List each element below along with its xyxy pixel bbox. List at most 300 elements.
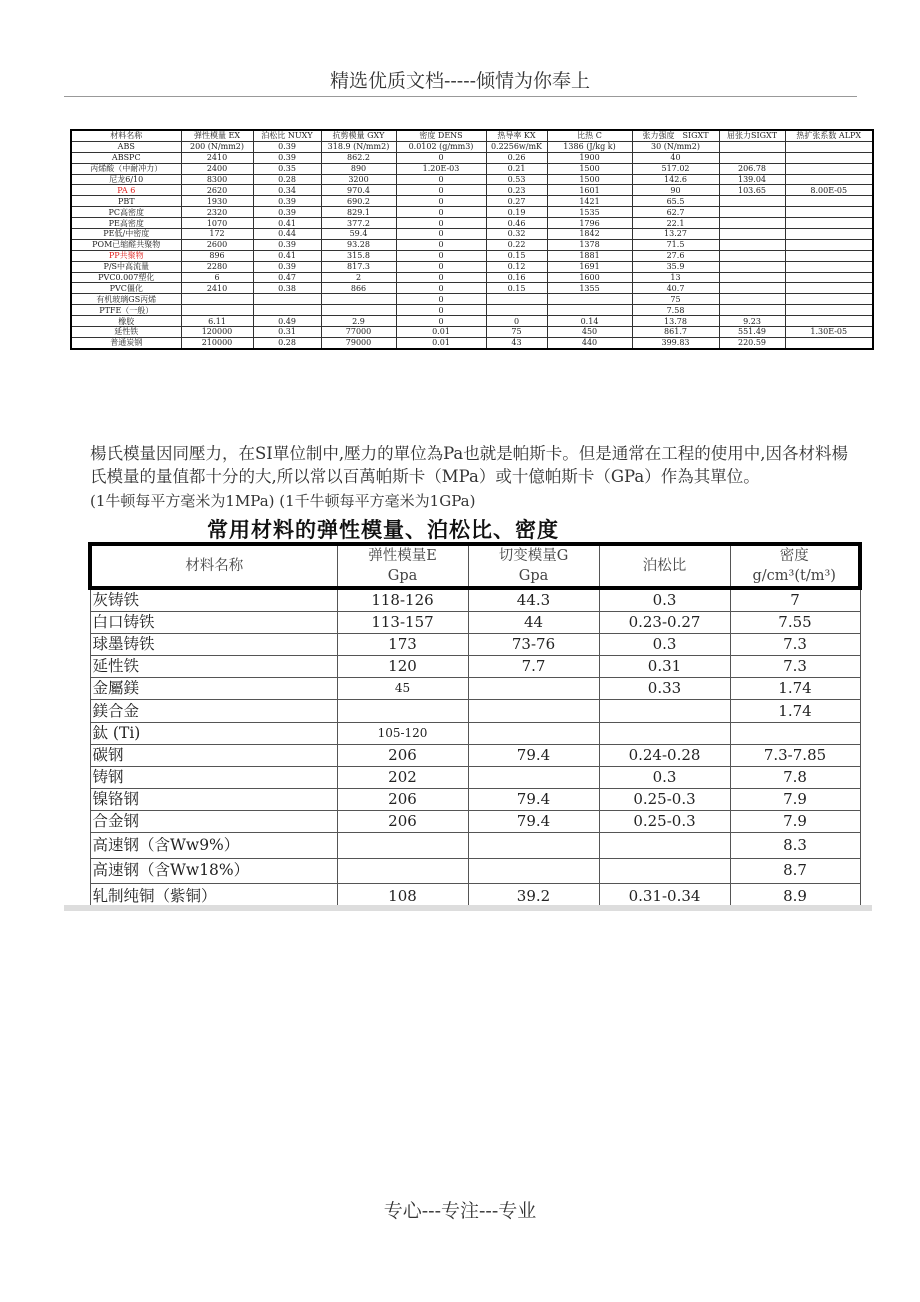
table1-cell: 0.21 [486,163,547,174]
table2-row [90,788,860,810]
table2-value-cell [599,833,730,859]
material-name-cell: 白口铸铁 [90,612,337,634]
table1-cell: PP共聚物 [71,250,181,261]
table1-cell: 817.3 [321,261,396,272]
table1-cell: 9.23 [719,316,785,327]
table1-cell: 0.39 [253,152,321,163]
table1-cell [253,305,321,316]
table1-cell: 200 (N/mm2) [181,141,253,152]
page-header: 精选优质文档-----倾情为你奉上 [329,70,591,92]
material-name-cell: 鎂合金 [90,700,337,722]
table2-value-cell: 8.3 [730,833,860,859]
table1-cell: 0 [396,261,486,272]
material-name-cell: 轧制纯铜（紫铜） [90,884,337,910]
table1-cell: 450 [547,327,632,338]
table2-row [90,833,860,859]
table2-value-cell [599,722,730,744]
table1-row [71,196,873,207]
table1-cell [785,261,873,272]
table1-cell: 1421 [547,196,632,207]
table1-cell: 862.2 [321,152,396,163]
table1-row [71,229,873,240]
table1-cell: 210000 [181,337,253,348]
table1-header-row [71,130,873,141]
table1-cell: 75 [486,327,547,338]
table1-cell: 59.4 [321,229,396,240]
table1-cell: 0.01 [396,327,486,338]
table1-cell: 896 [181,250,253,261]
table1-cell [486,294,547,305]
table2-value-cell [468,700,599,722]
table2-value-cell: 7.3-7.85 [730,744,860,766]
table1-cell [181,305,253,316]
header-rule [64,96,857,97]
table1-cell [719,207,785,218]
header-material-name: 材料名称 [90,544,337,588]
table1-row [71,250,873,261]
table2-value-cell: 44 [468,612,599,634]
table2-value-cell: 120 [337,656,468,678]
table2-value-cell: 79.4 [468,810,599,832]
table1-cell: 142.6 [632,174,719,185]
table2-value-cell: 79.4 [468,744,599,766]
table1-cell: 0 [396,207,486,218]
table1-cell: 0.26 [486,152,547,163]
table1-cell: 2620 [181,185,253,196]
youngs-modulus-paragraph: 楊氏模量因同壓力，在SI單位制中,壓力的單位為Pa也就是帕斯卡。但是通常在工程的使用中,因各材料楊氏模量的量值都十分的大,所以常以百萬帕斯卡（MPa）或十億帕斯卡（GPa）作為其單位。 [90,444,849,486]
table1-cell: 1881 [547,250,632,261]
table1-cell: 0.39 [253,207,321,218]
table1-cell: 0.15 [486,283,547,294]
table1-cell: 2410 [181,152,253,163]
table2-value-cell: 0.31 [599,656,730,678]
table1-cell [719,305,785,316]
table2-value-cell: 73-76 [468,634,599,656]
table1-cell: 7.58 [632,305,719,316]
material-name-cell: 延性铁 [90,656,337,678]
table1-cell [785,152,873,163]
table2-value-cell [468,678,599,700]
table2-value-cell: 79.4 [468,788,599,810]
table1-cell: 延性铁 [71,327,181,338]
table1-cell: 13.78 [632,316,719,327]
material-name-cell: 铸钢 [90,766,337,788]
table1-cell [785,229,873,240]
table1-row [71,272,873,283]
table1-cell: 517.02 [632,163,719,174]
table1-units-row [71,141,873,152]
table1-cell [785,174,873,185]
table1-cell: 0.39 [253,141,321,152]
table1-cell: 0.34 [253,185,321,196]
table1-cell: 0.46 [486,218,547,229]
table2-value-cell: 0.25-0.3 [599,788,730,810]
table2-value-cell: 1.74 [730,700,860,722]
material-name-cell: 灰铸铁 [90,588,337,612]
table1-cell: PTFE（一般） [71,305,181,316]
table1-cell [547,305,632,316]
table1-cell: 0.38 [253,283,321,294]
table1-cell: ABS [71,141,181,152]
table1-cell: 71.5 [632,239,719,250]
table2-value-cell: 1.74 [730,678,860,700]
material-name-cell: 合金钢 [90,810,337,832]
table2-row [90,588,860,612]
table1-cell: 172 [181,229,253,240]
table1-cell: 弹性模量 EX [181,130,253,141]
table1-row [71,152,873,163]
table1-cell [719,261,785,272]
table1-cell: 0 [396,196,486,207]
table1-cell: ABSPC [71,152,181,163]
table1-cell: 1600 [547,272,632,283]
table2-value-cell: 108 [337,884,468,910]
table1-row [71,174,873,185]
table1-cell [785,294,873,305]
table1-cell [785,196,873,207]
table1-cell: 泊松比 NUXY [253,130,321,141]
table1-cell: 0.01 [396,337,486,348]
table2-value-cell [468,858,599,884]
table1-cell: 屈张力SIGXT [719,130,785,141]
material-properties-table [70,129,874,350]
table1-cell: 2400 [181,163,253,174]
table1-cell: PVC0.007塑化 [71,272,181,283]
table1-cell: 377.2 [321,218,396,229]
table1-cell: PBT [71,196,181,207]
table1-cell: 0.27 [486,196,547,207]
table2-row [90,858,860,884]
table1-cell: 103.65 [719,185,785,196]
table2-row [90,678,860,700]
table1-cell [719,294,785,305]
table2-header-row [90,544,860,588]
table1-cell: 13.27 [632,229,719,240]
table1-cell: 0.23 [486,185,547,196]
header-elastic-modulus: 弹性模量E Gpa [337,544,468,588]
table1-cell [785,283,873,294]
table1-cell [181,294,253,305]
table1-cell: 0 [396,294,486,305]
table1-cell: 0.2256w/mK [486,141,547,152]
table1-cell: 2.9 [321,316,396,327]
table1-cell: 206.78 [719,163,785,174]
table1-cell: 0.32 [486,229,547,240]
table1-cell: 密度 DENS [396,130,486,141]
table1-cell: 551.49 [719,327,785,338]
table1-cell: PVC僵化 [71,283,181,294]
table1-cell: 1601 [547,185,632,196]
table1-cell [719,283,785,294]
table1-cell: 0.16 [486,272,547,283]
table1-cell: 热扩张系数 ALPX [785,130,873,141]
table1-cell [719,250,785,261]
table1-cell: 79000 [321,337,396,348]
table1-cell: 829.1 [321,207,396,218]
table1-row [71,261,873,272]
table1-cell: 普通炭钢 [71,337,181,348]
table1-cell [719,239,785,250]
table1-cell: 970.4 [321,185,396,196]
table1-cell: 材料名称 [71,130,181,141]
table1-cell [719,229,785,240]
table1-cell: 0.14 [547,316,632,327]
table2-value-cell [468,722,599,744]
table1-cell: 6.11 [181,316,253,327]
table2-value-cell: 7.3 [730,656,860,678]
table1-cell: 0.41 [253,218,321,229]
table2-value-cell: 202 [337,766,468,788]
table1-cell: 0.15 [486,250,547,261]
table2-value-cell: 7.9 [730,788,860,810]
table1-cell: PC高密度 [71,207,181,218]
table1-cell [785,239,873,250]
table1-cell: 399.83 [632,337,719,348]
table1-cell: PE低/中密度 [71,229,181,240]
table2-value-cell: 8.9 [730,884,860,910]
table1-cell: 75 [632,294,719,305]
table1-cell: 1378 [547,239,632,250]
table1-cell: PA 6 [71,185,181,196]
table1-cell: 热导率 KX [486,130,547,141]
table1-cell: 0 [486,316,547,327]
table1-cell: 0.47 [253,272,321,283]
table1-cell: 0 [396,305,486,316]
table1-cell: 0 [396,229,486,240]
table1-cell [785,141,873,152]
table1-cell: 0.22 [486,239,547,250]
table2-value-cell: 7 [730,588,860,612]
table1-cell: 890 [321,163,396,174]
table1-cell: 0 [396,283,486,294]
table1-cell: 861.7 [632,327,719,338]
table2-value-cell: 0.33 [599,678,730,700]
table1-cell: 0.35 [253,163,321,174]
header-poisson-ratio: 泊松比 [599,544,730,588]
table2-value-cell: 0.3 [599,588,730,612]
table1-cell [785,305,873,316]
table2-value-cell: 0.3 [599,766,730,788]
table1-cell: 橡胶 [71,316,181,327]
table1-cell: 1796 [547,218,632,229]
table1-cell: 315.8 [321,250,396,261]
table1-cell: 1930 [181,196,253,207]
table1-cell: 690.2 [321,196,396,207]
table1-row [71,305,873,316]
table1-cell: 1070 [181,218,253,229]
table1-cell: 有机玻璃GS丙烯 [71,294,181,305]
table2-value-cell [468,766,599,788]
table1-cell: P/S中高流量 [71,261,181,272]
table2-value-cell [337,858,468,884]
table2-value-cell [337,700,468,722]
material-name-cell: 碳钢 [90,744,337,766]
table2-value-cell [730,722,860,744]
table1-cell: 22.1 [632,218,719,229]
header-shear-modulus: 切变模量G Gpa [468,544,599,588]
table1-cell: 93.28 [321,239,396,250]
table2-value-cell: 0.24-0.28 [599,744,730,766]
table1-cell: 1.20E-03 [396,163,486,174]
table1-cell: 2 [321,272,396,283]
table2-value-cell [337,833,468,859]
table1-cell: 30 (N/mm2) [632,141,719,152]
table1-cell: 0.28 [253,337,321,348]
table1-cell: 0.39 [253,261,321,272]
table1-cell: 尼龙6/10 [71,174,181,185]
table1-cell: 13 [632,272,719,283]
table1-cell [719,272,785,283]
table2-value-cell [599,858,730,884]
table1-cell: 0 [396,218,486,229]
table1-row [71,316,873,327]
table2-row [90,744,860,766]
table1-cell: 866 [321,283,396,294]
table1-cell [785,163,873,174]
table1-cell: 1500 [547,163,632,174]
table2-value-cell: 39.2 [468,884,599,910]
table2-row [90,700,860,722]
table1-cell: 0 [396,316,486,327]
table2-row [90,656,860,678]
table1-cell: 0.19 [486,207,547,218]
table2-value-cell: 7.3 [730,634,860,656]
table1-cell: 丙烯酸（中耐冲力） [71,163,181,174]
table1-cell: 1900 [547,152,632,163]
table1-cell: 抗剪模量 GXY [321,130,396,141]
table1-cell [785,250,873,261]
table1-row [71,185,873,196]
table2-value-cell: 45 [337,678,468,700]
table1-cell: 2320 [181,207,253,218]
table1-cell: PE高密度 [71,218,181,229]
table1-cell: 0.53 [486,174,547,185]
table1-cell: 0.44 [253,229,321,240]
material-name-cell: 球墨铸铁 [90,634,337,656]
table2-value-cell: 7.8 [730,766,860,788]
table1-cell: 2280 [181,261,253,272]
table1-cell [719,218,785,229]
table2-value-cell: 206 [337,744,468,766]
table1-cell: 120000 [181,327,253,338]
table1-cell: POM已缩醛共聚物 [71,239,181,250]
table2-row [90,810,860,832]
table2-row [90,634,860,656]
table1-cell: 1.30E-05 [785,327,873,338]
table1-cell: 1691 [547,261,632,272]
table1-cell: 1355 [547,283,632,294]
table1-cell: 65.5 [632,196,719,207]
table1-row [71,294,873,305]
table1-cell: 1386 (J/kg k) [547,141,632,152]
table1-cell: 77000 [321,327,396,338]
table1-row [71,327,873,338]
table2-value-cell: 7.55 [730,612,860,634]
table1-cell: 0.12 [486,261,547,272]
table2-value-cell [468,833,599,859]
table1-row [71,218,873,229]
table1-cell [253,294,321,305]
table2-value-cell: 0.3 [599,634,730,656]
table1-cell: 0 [396,239,486,250]
table2-value-cell: 7.9 [730,810,860,832]
table1-cell: 35.9 [632,261,719,272]
table1-cell: 318.9 (N/mm2) [321,141,396,152]
table1-cell [785,272,873,283]
table1-cell [785,337,873,348]
table2-value-cell [599,700,730,722]
table1-cell: 43 [486,337,547,348]
table1-cell: 0.49 [253,316,321,327]
table2-title: 常用材料的弹性模量、泊松比、密度 [207,518,559,542]
table2-value-cell: 8.7 [730,858,860,884]
table1-cell: 0 [396,174,486,185]
table1-cell [321,294,396,305]
table2-value-cell: 105-120 [337,722,468,744]
table1-cell: 6 [181,272,253,283]
table2-value-cell: 118-126 [337,588,468,612]
table1-cell: 40 [632,152,719,163]
table1-cell: 张力强度 SIGXT [632,130,719,141]
table1-cell: 0 [396,250,486,261]
table1-cell: 0.39 [253,196,321,207]
material-name-cell: 高速钢（含Ww18%） [90,858,337,884]
table1-cell: 0.0102 (g/mm3) [396,141,486,152]
table1-cell: 比热 C [547,130,632,141]
table1-cell: 0.39 [253,239,321,250]
table2-value-cell: 113-157 [337,612,468,634]
table1-cell: 3200 [321,174,396,185]
table1-cell: 40.7 [632,283,719,294]
unit-note: (1牛顿每平方毫米为1MPa) (1千牛顿每平方毫米为1GPa) [90,492,476,510]
table2-value-cell: 206 [337,810,468,832]
table-bottom-shade [64,905,872,911]
table2-row [90,722,860,744]
table1-cell: 0.28 [253,174,321,185]
table1-row [71,239,873,250]
table2-row [90,612,860,634]
table2-row [90,766,860,788]
table1-cell: 2410 [181,283,253,294]
table1-cell: 27.6 [632,250,719,261]
material-name-cell: 高速钢（含Ww9%） [90,833,337,859]
table1-cell [785,218,873,229]
table1-cell: 220.59 [719,337,785,348]
table2-value-cell: 173 [337,634,468,656]
table1-row [71,337,873,348]
table2-value-cell: 206 [337,788,468,810]
table1-cell: 90 [632,185,719,196]
page-footer: 专心---专注---专业 [383,1200,537,1222]
table1-row [71,207,873,218]
table2-value-cell: 44.3 [468,588,599,612]
table1-cell: 0 [396,272,486,283]
table1-cell [719,141,785,152]
table1-row [71,163,873,174]
table1-cell: 8300 [181,174,253,185]
table1-cell: 62.7 [632,207,719,218]
table2-value-cell: 0.31-0.34 [599,884,730,910]
table2-value-cell: 0.25-0.3 [599,810,730,832]
table1-cell [547,294,632,305]
table1-cell [785,207,873,218]
table1-cell: 0 [396,185,486,196]
table2-value-cell: 0.23-0.27 [599,612,730,634]
table1-cell [785,316,873,327]
common-materials-table [88,542,862,910]
table1-cell: 1842 [547,229,632,240]
table1-cell: 0 [396,152,486,163]
